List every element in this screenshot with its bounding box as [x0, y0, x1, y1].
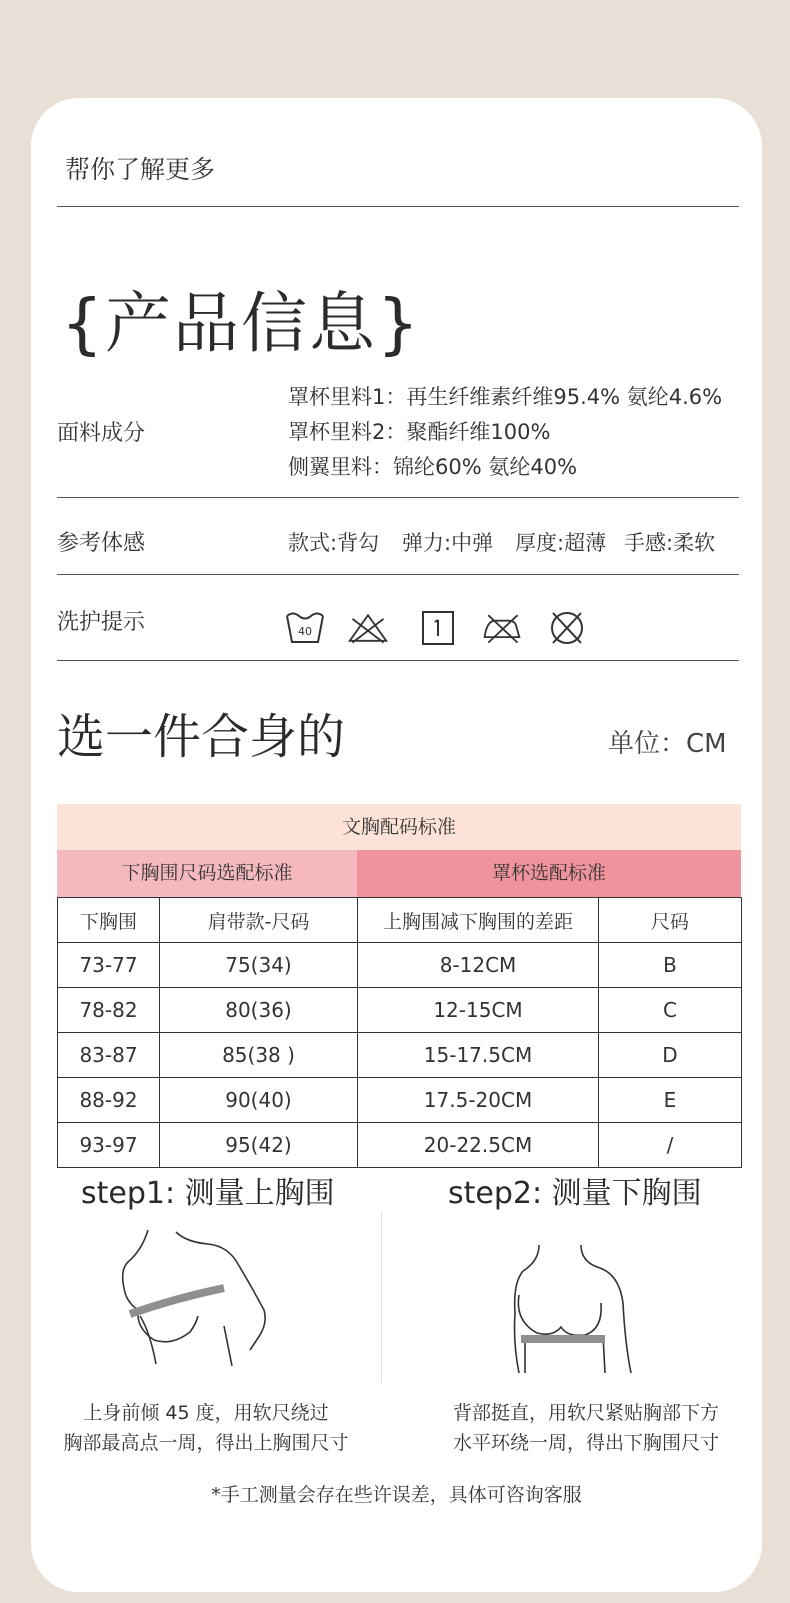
fit-title: 选一件合身的	[57, 709, 346, 765]
cell-underbust: 78-82	[58, 988, 160, 1033]
col-size: 尺码	[599, 898, 742, 943]
size-table-groups	[57, 850, 741, 897]
table-row	[58, 1033, 742, 1078]
care-label: 洗护提示	[57, 610, 146, 635]
feel-touch: 手感:柔软	[624, 531, 716, 555]
no-dry-clean-icon	[546, 608, 588, 648]
cell-strap-size: 80(36)	[160, 988, 358, 1033]
step2-title: step2: 测量下胸围	[448, 1176, 702, 1211]
info-card	[31, 98, 762, 1592]
cell-underbust: 88-92	[58, 1078, 160, 1123]
measurement-note: *手工测量会存在些许误差，具体可咨询客服	[211, 1484, 582, 1506]
cell-difference: 15-17.5CM	[358, 1033, 599, 1078]
step2-desc-line2: 水平环绕一周，得出下胸围尺寸	[452, 1432, 719, 1454]
cell-strap-size: 95(42)	[160, 1123, 358, 1168]
fabric-line-2: 罩杯里料2：聚酯纤维100%	[288, 420, 551, 444]
step1-desc-line1: 上身前倾 45 度，用软尺绕过	[83, 1402, 329, 1424]
fabric-line-1: 罩杯里料1：再生纤维素纤维95.4% 氨纶4.6%	[288, 385, 723, 409]
cell-size: D	[599, 1033, 742, 1078]
product-info-title: {产品信息}	[61, 285, 421, 362]
cell-size: E	[599, 1078, 742, 1123]
fabric-label: 面料成分	[57, 421, 146, 446]
divider	[57, 660, 739, 661]
wash-temp-text: 40	[298, 625, 312, 638]
cell-difference: 20-22.5CM	[358, 1123, 599, 1168]
step1-description	[41, 1398, 371, 1458]
cell-difference: 17.5-20CM	[358, 1078, 599, 1123]
col-difference: 上胸围减下胸围的差距	[358, 898, 599, 943]
cell-strap-size: 90(40)	[160, 1078, 358, 1123]
table-row	[58, 1078, 742, 1123]
cell-underbust: 83-87	[58, 1033, 160, 1078]
divider	[57, 206, 739, 207]
table-row	[58, 943, 742, 988]
step1-title: step1: 测量上胸围	[81, 1176, 335, 1211]
table-row	[58, 1123, 742, 1168]
step1-desc-line2: 胸部最高点一周，得出上胸围尺寸	[63, 1432, 349, 1454]
upper-bust-illustration	[116, 1228, 286, 1370]
hang-dry-icon	[418, 608, 460, 648]
cell-strap-size: 75(34)	[160, 943, 358, 988]
cell-size: B	[599, 943, 742, 988]
feel-thickness: 厚度:超薄	[515, 531, 607, 555]
step2-description	[421, 1398, 751, 1458]
cell-size: C	[599, 988, 742, 1033]
col-underbust: 下胸围	[58, 898, 160, 943]
group-underbust: 下胸围尺码选配标准	[57, 850, 357, 897]
cell-difference: 8-12CM	[358, 943, 599, 988]
section-header: 帮你了解更多	[65, 155, 216, 184]
wash-40-icon	[284, 608, 326, 648]
cell-strap-size: 85(38 )	[160, 1033, 358, 1078]
cell-size: /	[599, 1123, 742, 1168]
divider	[57, 574, 739, 575]
col-strap-size: 肩带款-尺码	[160, 898, 358, 943]
no-iron-icon	[481, 608, 523, 648]
feel-style: 款式:背勾	[288, 531, 380, 555]
fabric-line-3: 侧翼里料：锦纶60% 氨纶40%	[288, 455, 578, 479]
group-cup: 罩杯选配标准	[357, 850, 741, 897]
cell-underbust: 73-77	[58, 943, 160, 988]
size-grid	[57, 897, 742, 1168]
table-row	[58, 988, 742, 1033]
table-header-row	[58, 898, 742, 943]
cell-difference: 12-15CM	[358, 988, 599, 1033]
divider	[57, 497, 739, 498]
cell-underbust: 93-97	[58, 1123, 160, 1168]
feel-elasticity: 弹力:中弹	[402, 531, 494, 555]
under-bust-illustration	[501, 1243, 641, 1378]
feel-label: 参考体感	[57, 531, 146, 556]
size-table	[57, 804, 741, 1168]
no-bleach-icon	[347, 608, 389, 648]
unit-label: 单位：CM	[608, 729, 727, 759]
size-table-title: 文胸配码标准	[57, 804, 741, 850]
step2-desc-line1: 背部挺直，用软尺紧贴胸部下方	[452, 1402, 719, 1424]
step-divider	[381, 1213, 382, 1383]
